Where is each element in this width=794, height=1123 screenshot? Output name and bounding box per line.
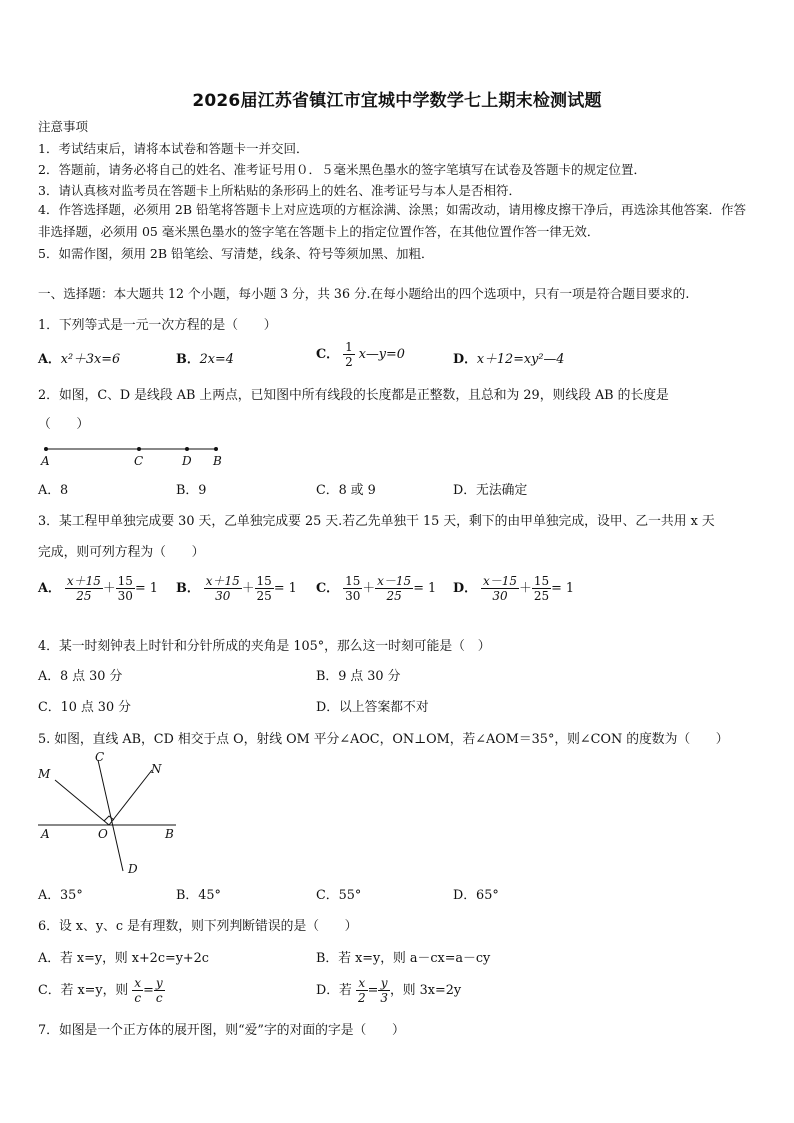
q6-c-n2: y [155, 976, 163, 990]
q6-c-n1: x [134, 976, 142, 990]
q3-a-f2-num: 15 [117, 574, 133, 588]
notice-item-1: 1．考试结束后，请将本试卷和答题卡一并交回． [38, 141, 309, 156]
q6-c-frac2 [154, 976, 165, 1005]
notice-heading: 注意事项 [38, 119, 89, 134]
q5-option-b: B．45° [176, 888, 221, 903]
line-cd [98, 760, 123, 871]
q6-c-d2: c [155, 991, 163, 1005]
q3-d-f1-den: 30 [492, 589, 508, 603]
q3-c-f1-num: 15 [345, 574, 361, 588]
q6-c-d1: c [134, 991, 142, 1005]
point-b [214, 447, 218, 451]
q3-b-f2-num: 15 [256, 574, 272, 588]
q6-d-frac1 [356, 976, 368, 1005]
q3-a-f1-num: x＋15 [66, 574, 101, 588]
q3-c-frac1 [343, 574, 362, 603]
q3-c-frac2 [375, 574, 413, 603]
q3-a-op: ＋ [102, 581, 116, 596]
label-a: A [41, 454, 50, 468]
label-b: B [213, 454, 222, 468]
q3-c-f2-den: 25 [386, 589, 402, 603]
q3-c-eq: = 1 [413, 581, 437, 596]
q1-a-expr: x²＋3x=6 [60, 352, 121, 367]
fig-label-d: D [128, 862, 138, 876]
q6-d-eq: = [367, 983, 379, 998]
q3-b-op: ＋ [241, 581, 255, 596]
q3-a-f1-den: 25 [76, 589, 92, 603]
q6-option-b: B．若 x=y，则 a－cx=a－cy [316, 951, 491, 966]
q3-d-frac1 [481, 574, 519, 603]
fig-label-n: N [151, 762, 162, 776]
q1-a-label: A． [38, 352, 61, 367]
fig-label-o: O [98, 827, 108, 841]
notice-item-3: 3．请认真核对监考员在答题卡上所粘贴的条形码上的姓名、准考证号与本人是否相符． [38, 183, 521, 198]
q3-a-f2-den: 30 [117, 589, 133, 603]
q1-d-expr: x＋12=xy²—4 [476, 352, 565, 367]
q3-d-eq: = 1 [551, 581, 575, 596]
q6-d-n2: y [378, 976, 390, 991]
q3-d-label: D． [453, 581, 477, 596]
q4-option-d: D．以上答案都不对 [316, 700, 429, 715]
q3-d-f1-num: x－15 [482, 574, 518, 588]
q3-b-frac1 [204, 574, 242, 603]
q1-c-fraction [343, 340, 355, 369]
q2-stem-line2: （ ） [38, 417, 90, 432]
ray-om [55, 780, 109, 825]
q1-c-label: C． [316, 347, 339, 362]
q3-b-label: B． [176, 581, 200, 596]
q3-d-f2-num: 15 [533, 574, 550, 588]
q5-stem: 5. 如图，直线 AB，CD 相交于点 O，射线 OM 平分∠AOC，ON⊥OM，若∠AOM＝35°，则∠CON 的度数为（ ） [38, 732, 729, 747]
q3-stem-line2: 完成，则可列方程为（ ） [38, 545, 205, 560]
q4-option-b: B．9 点 30 分 [316, 669, 401, 684]
q1-option-b [176, 348, 234, 367]
q3-c-f2-num: x－15 [377, 574, 412, 588]
q6-option-c [38, 976, 165, 1005]
q7-stem: 7．如图是一个正方体的展开图，则“爱”字的对面的字是（ ） [38, 1023, 405, 1038]
point-c [137, 447, 141, 451]
q1-stem: 1．下列等式是一元一次方程的是（ ） [38, 318, 277, 333]
q3-b-f1-num: x＋15 [205, 574, 240, 588]
q6-d-frac2 [378, 976, 390, 1005]
notice-item-5: 5．如需作图，须用 2B 铅笔绘、写清楚，线条、符号等须加黑、加粗． [38, 246, 434, 261]
label-d: D [182, 454, 192, 468]
q1-option-d [453, 348, 564, 367]
section-heading: 一、选择题：本大题共 12 个小题，每小题 3 分，共 36 分.在每小题给出的四个选项中，只有一项是符合题目要求的. [38, 286, 690, 301]
q5-option-a: A．35° [38, 888, 83, 903]
q2-option-a: A．8 [38, 483, 69, 498]
label-c: C [134, 454, 144, 468]
point-a [44, 447, 48, 451]
q3-b-frac2 [255, 574, 274, 603]
q3-c-f1-den: 30 [345, 589, 361, 603]
q3-b-f2-den: 25 [256, 589, 272, 603]
point-d [185, 447, 189, 451]
q5-angle-figure [38, 748, 188, 876]
q3-b-f1-den: 30 [215, 589, 231, 603]
q5-option-c: C．55° [316, 888, 362, 903]
q3-a-frac1 [65, 574, 103, 603]
q3-d-frac2 [532, 574, 551, 603]
q4-option-a: A．8 点 30 分 [38, 669, 123, 684]
q3-d-f2-den: 25 [533, 589, 550, 603]
fig-label-b: B [165, 827, 174, 841]
q3-option-c [316, 574, 436, 603]
q6-c-eq: = [143, 983, 154, 998]
q6-d-d1: 2 [357, 991, 366, 1005]
q1-option-a [38, 348, 120, 367]
q1-d-label: D． [453, 352, 477, 367]
q1-c-den: 2 [345, 355, 353, 369]
fig-label-m: M [38, 767, 51, 781]
q6-c-prefix: C．若 x=y，则 [38, 983, 129, 998]
q3-c-op: ＋ [362, 581, 376, 596]
q1-b-label: B． [176, 352, 200, 367]
q1-c-num: 1 [345, 340, 353, 354]
notice-item-2: 2．答题前，请务必将自己的姓名、准考证号用０．５毫米黑色墨水的签字笔填写在试卷及答题卡的规定位置． [38, 162, 646, 177]
q3-option-a [38, 574, 158, 603]
q2-option-c: C．8 或 9 [316, 483, 376, 498]
q3-b-eq: = 1 [273, 581, 297, 596]
q3-c-label: C． [316, 581, 339, 596]
ray-on [109, 770, 152, 825]
q2-segment-figure [38, 440, 238, 470]
q2-stem-line1: 2．如图，C、D 是线段 AB 上两点，已知图中所有线段的长度都是正整数，且总和为 29，则线段 AB 的长度是 [38, 388, 669, 403]
q3-option-d [453, 574, 574, 603]
q6-d-n1: x [356, 976, 368, 991]
fig-label-a: A [41, 827, 50, 841]
q3-d-op: ＋ [519, 581, 532, 596]
q3-a-eq: = 1 [134, 581, 158, 596]
q3-a-label: A． [38, 581, 61, 596]
q6-d-postfix: ，则 3x=2y [389, 983, 462, 998]
q5-option-d: D．65° [453, 888, 499, 903]
q1-b-expr: 2x=4 [199, 352, 234, 367]
q1-option-c [316, 340, 405, 369]
notice-item-4: 4．作答选择题，必须用 2B 铅笔将答题卡上对应选项的方框涂满、涂黑；如需改动，请用橡皮擦干净后，再选涂其他答案．作答非选择题，必须用 05 毫米黑色墨水的签字笔在答题卡上的指定位置作答，在其他位置作答一律无效． [38, 202, 747, 239]
q4-option-c: C．10 点 30 分 [38, 700, 131, 715]
q1-c-rest: x—y=0 [358, 347, 405, 362]
fig-label-c: C [95, 750, 105, 764]
q6-c-frac1 [132, 976, 143, 1005]
q2-option-b: B．9 [176, 483, 207, 498]
q6-d-prefix: D．若 [316, 983, 352, 998]
q2-option-d: D．无法确定 [453, 483, 528, 498]
q6-d-d2: 3 [380, 991, 388, 1005]
q3-a-frac2 [116, 574, 135, 603]
q3-option-b [176, 574, 297, 603]
page-title: 2026届江苏省镇江市宜城中学数学七上期末检测试题 [192, 91, 602, 111]
q3-stem-line1: 3．某工程甲单独完成要 30 天，乙单独完成要 25 天.若乙先单独干 15 天，剩下的由甲单独完成，设甲、乙一共用 x 天 [38, 514, 715, 529]
q6-option-a: A．若 x=y，则 x+2c=y+2c [38, 951, 209, 966]
q4-stem: 4．某一时刻钟表上时针和分针所成的夹角是 105°，那么这一时刻可能是（ ） [38, 639, 491, 654]
q6-stem: 6．设 x、y、c 是有理数，则下列判断错误的是（ ） [38, 919, 358, 934]
q6-option-d [316, 976, 461, 1005]
